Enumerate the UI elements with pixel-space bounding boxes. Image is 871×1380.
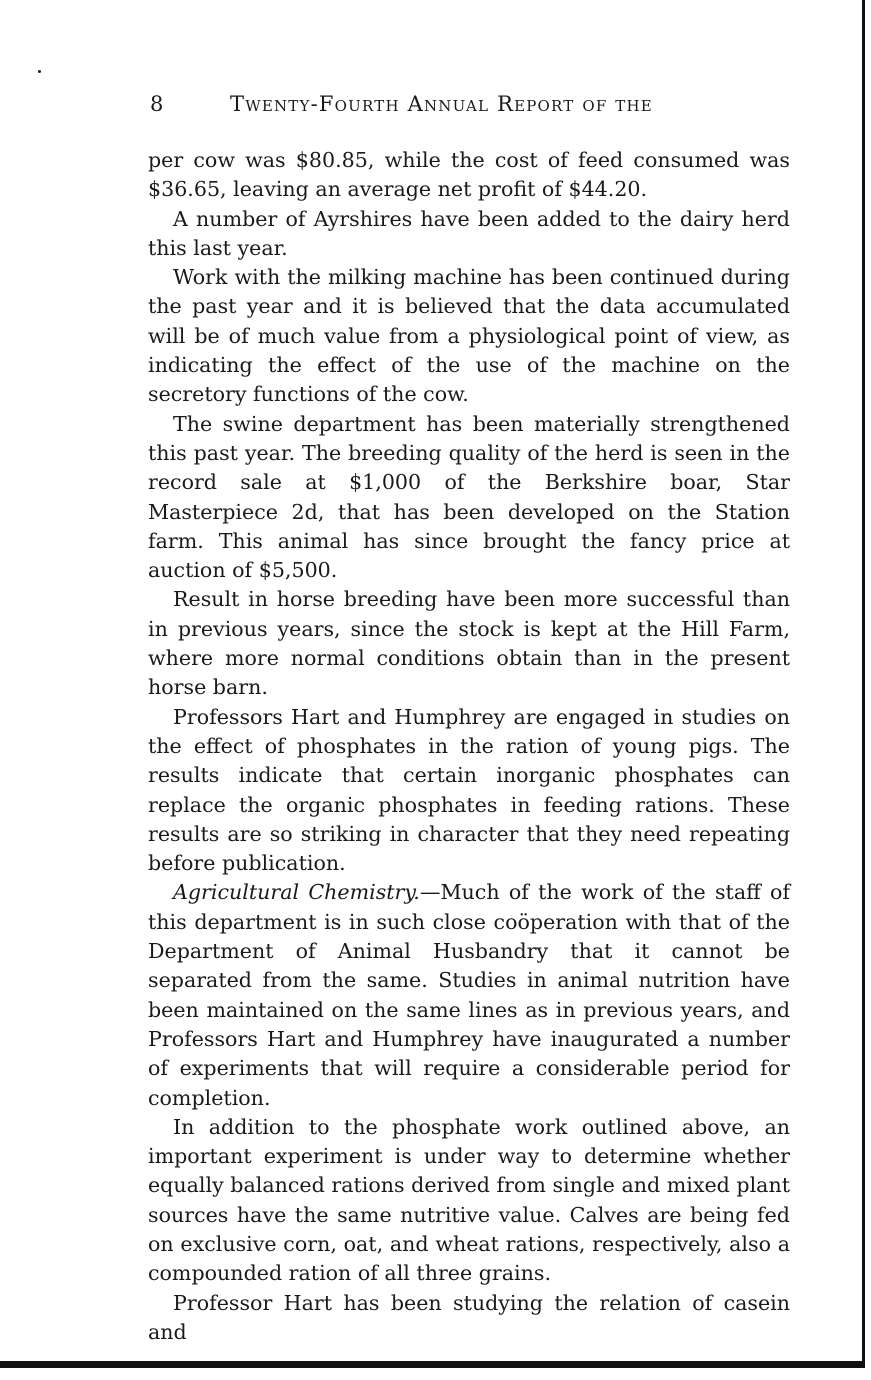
- page-number: 8: [150, 92, 164, 116]
- paragraph: [148, 878, 790, 1112]
- paragraph: Result in horse breeding have been more successful than in previous years, since the stock is kept at the Hill Farm, where more normal conditions obtain than in the present horse barn.: [148, 587, 790, 700]
- section-heading: Agricultural Chemistry.: [173, 880, 420, 905]
- body-text: [148, 146, 790, 1347]
- paragraph: The swine department has been materially strengthened this past year. The breeding quality of the herd is seen in the record sale at $1,000 of the Berkshire boar, Star Masterpiece 2d, that has been developed on the Station farm. This animal has since brought the fancy price at auction of $5,500.: [148, 411, 790, 583]
- paragraph: per cow was $80.85, while the cost of feed consumed was $36.65, leaving an average net profit of $44.20.: [148, 148, 790, 202]
- paragraph: Professors Hart and Humphrey are engaged in studies on the effect of phosphates in the ration of young pigs. The results indicate that certain inorganic phosphates can replace the organic phosphates in feeding rations. These results are so striking in character that they need repeating before publication.: [148, 704, 790, 876]
- paragraph: Work with the milking machine has been continued during the past year and it is believed that the data accumulated will be of much value from a physiological point of view, as indicating the effect of the use of the machine on the secretory functions of the cow.: [148, 265, 790, 407]
- page-header: [150, 92, 790, 122]
- paragraph: A number of Ayrshires have been added to the dairy herd this last year.: [148, 206, 790, 260]
- running-head: Twenty-Fourth Annual Report of the: [230, 92, 653, 116]
- paragraph-text: —Much of the work of the staff of this department is in such close coöperation with that of the Department of Animal Husbandry that it cannot be separated from the same. Studies in animal nutrition have been maintained on the same lines as in previous years, and Professors Hart and Humphrey have inaugurated a number of experiments that will require a considerable period for completion.: [148, 880, 791, 1110]
- page-speck: [38, 70, 41, 73]
- paragraph: In addition to the phosphate work outlined above, an important experiment is under way to determine whether equally balanced rations derived from single and mixed plant sources have the same nutritive value. Calves are being fed on exclusive corn, oat, and wheat rations, respectively, also a compounded ration of all three grains.: [148, 1114, 790, 1286]
- paragraph: Professor Hart has been studying the relation of casein and: [148, 1290, 790, 1344]
